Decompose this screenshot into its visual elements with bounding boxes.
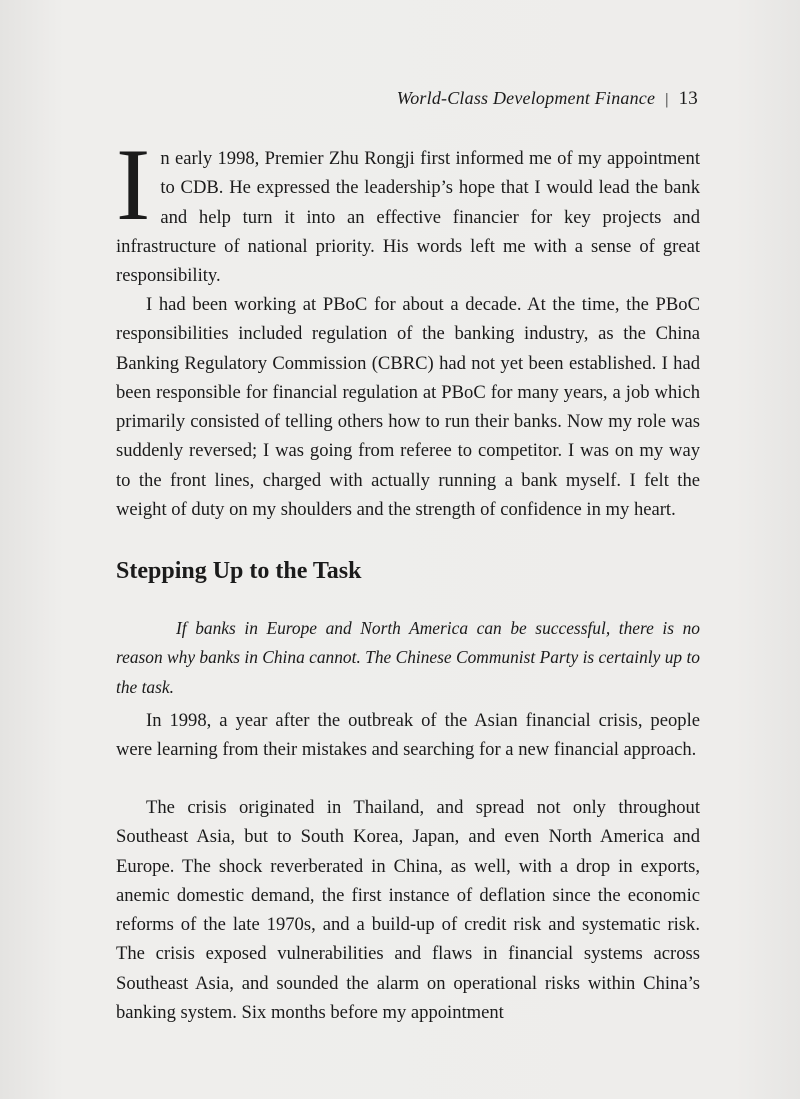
running-head-separator: | [665, 91, 669, 108]
page-number: 13 [678, 88, 698, 109]
paragraph-opening [116, 128, 700, 290]
running-head [397, 88, 698, 110]
epigraph-quote: If banks in Europe and North America can be successful, there is no reason why banks in China cannot. The Chinese Communist Party is certainly up to the task. [116, 618, 700, 697]
paragraph-4-text: The crisis originated in Thailand, and spread not only throughout Southeast Asia, but to South Korea, Japan, and even North America and Europe. The shock reverberated in China, as well, with a drop in exports, anemic domestic demand, the first instance of deflation since the economic reforms of the late 1970s, and a build-up of credit risk and systematic risk. The crisis exposed vulnerabilities and flaws in financial systems across Southeast Asia, and sounded the alarm on operational risks within China’s banking system. Six months before my appointment [116, 797, 700, 1024]
paragraph-3 [116, 706, 700, 765]
paragraph-4 [116, 793, 700, 1027]
paragraph-2-text: I had been working at PBoC for about a decade. At the time, the PBoC responsibilities included regulation of the banking industry, as the China Banking Regulatory Commission (CBRC) had not yet been established. I had been responsible for financial regulation at PBoC for many years, a job which primarily consisted of telling others how to run their banks. Now my role was suddenly reversed; I was going from referee to competitor. I was on my way to the front lines, charged with actually running a bank myself. I felt the weight of duty on my shoulders and the strength of confidence in my heart. [116, 294, 700, 521]
paragraph-3-text: In 1998, a year after the outbreak of the Asian financial crisis, people were learning from their mistakes and searching for a new financial approach. [116, 710, 700, 761]
running-head-title: World-Class Development Finance [396, 88, 656, 108]
paragraph-1-text: n early 1998, Premier Zhu Rongji first informed me of my appointment to CDB. He expressed the leadership’s hope that I would lead the bank and help turn it into an effective financier for key projects and infrastructure of national priority. His words left me with a sense of great responsibility. [116, 148, 700, 287]
drop-cap: I [116, 128, 151, 242]
section-heading: Stepping Up to the Task [116, 558, 362, 584]
paragraph-2 [116, 290, 700, 524]
